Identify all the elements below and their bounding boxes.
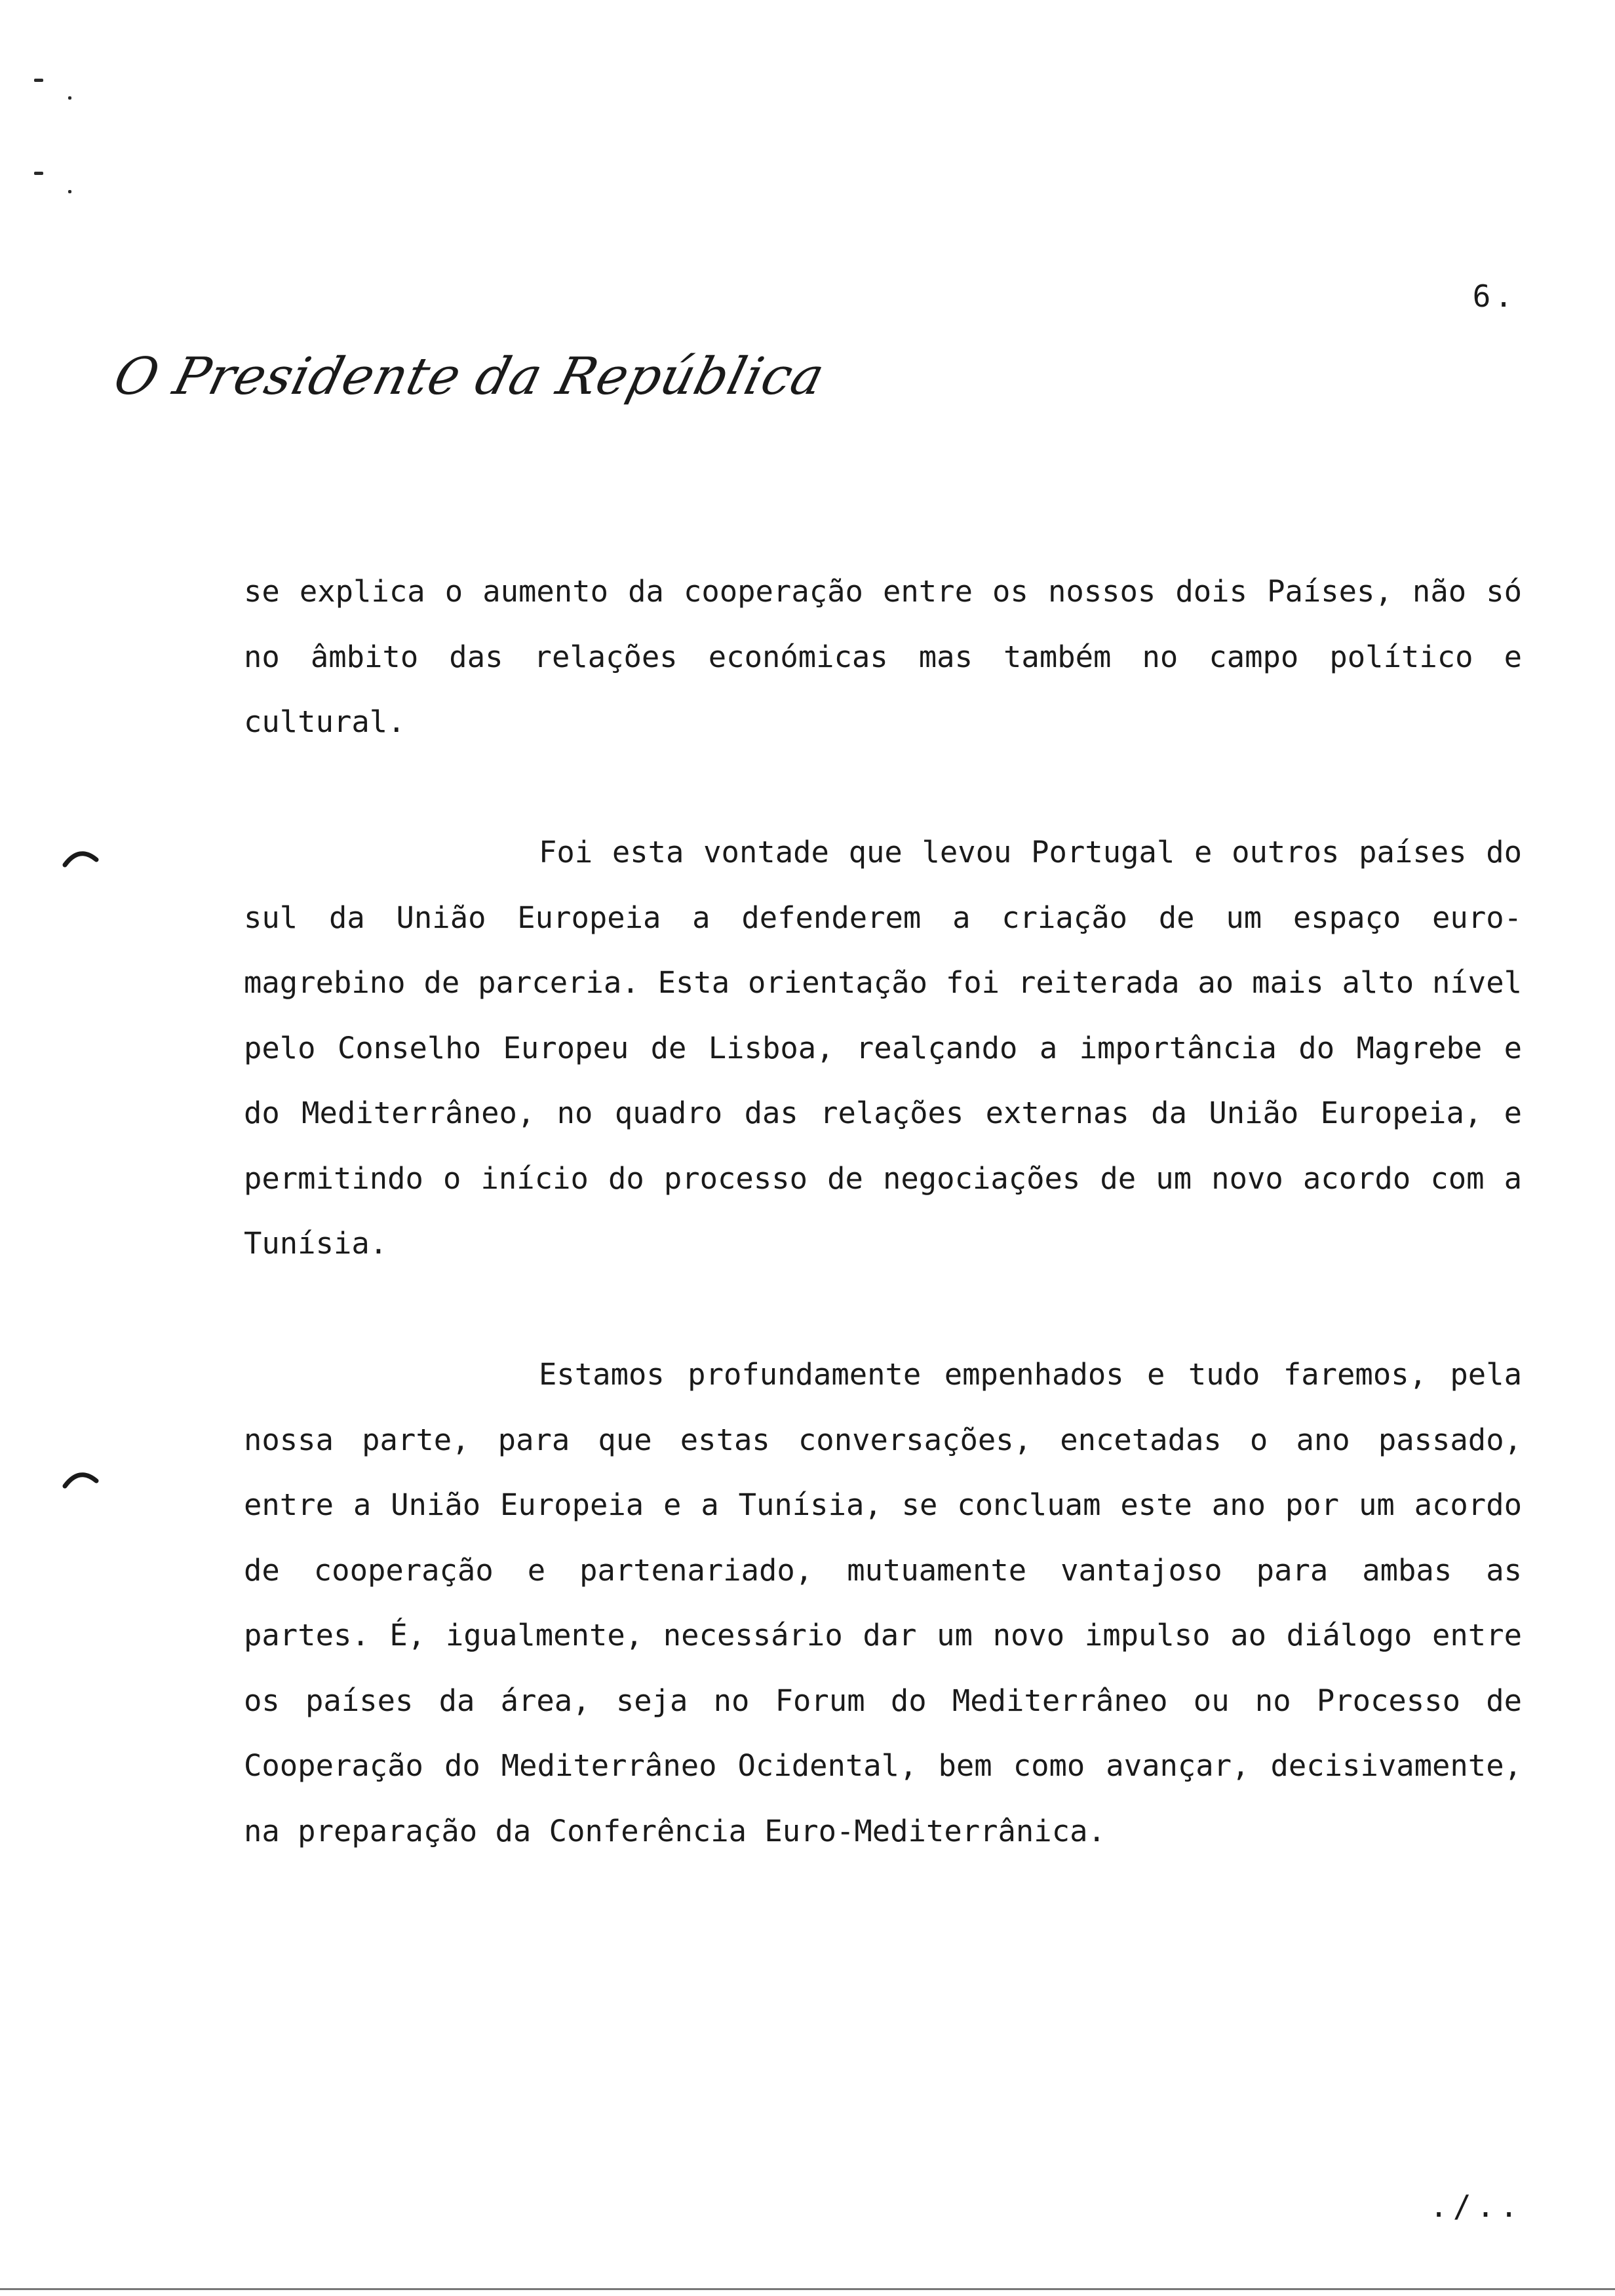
continuation-mark: ./.. <box>1430 2189 1523 2224</box>
scan-speck <box>34 172 43 175</box>
paragraph-2: Foi esta vontade que levou Portugal e outros países do sul da União Europeia a defenderem a criação de um espaço euro-magrebino de parceria. Esta orientação foi reiterada ao mais alto nível pelo Conselho Europeu de Lisboa, realçando a importância do Magrebe e do Mediterrâneo, no quadro das relações externas da União Europeia, e permitindo o início do processo de negociações de um novo acordo com a Tunísia. <box>244 835 1522 1261</box>
page-number: 6. <box>1472 278 1517 314</box>
paragraph-1: se explica o aumento da cooperação entre os nossos dois Países, não só no âmbito das relações económicas mas também no campo político e cultural. <box>244 574 1522 739</box>
scan-speck <box>68 190 71 193</box>
paragraph-3: Estamos profundamente empenhados e tudo faremos, pela nossa parte, para que estas conversações, encetadas o ano passado, entre a União Europeia e a Tunísia, se concluam este ano por um acordo de cooperação e partenariado, mutuamente vantajoso para ambas as partes. É, igualmente, necessário dar um novo impulso ao diálogo entre os países da área, seja no Forum do Mediterrâneo ou no Processo de Cooperação do Mediterrâneo Ocidental, bem como avançar, decisivamente, na preparação da Conferência Euro-Mediterrânica. <box>244 1357 1522 1848</box>
scan-edge-rule <box>0 2288 1615 2290</box>
letterhead: O Presidente da República <box>108 347 831 406</box>
punch-hole-mark <box>62 845 99 868</box>
scan-speck <box>68 96 71 100</box>
punch-hole-mark <box>62 1466 99 1489</box>
scan-speck <box>34 79 43 82</box>
